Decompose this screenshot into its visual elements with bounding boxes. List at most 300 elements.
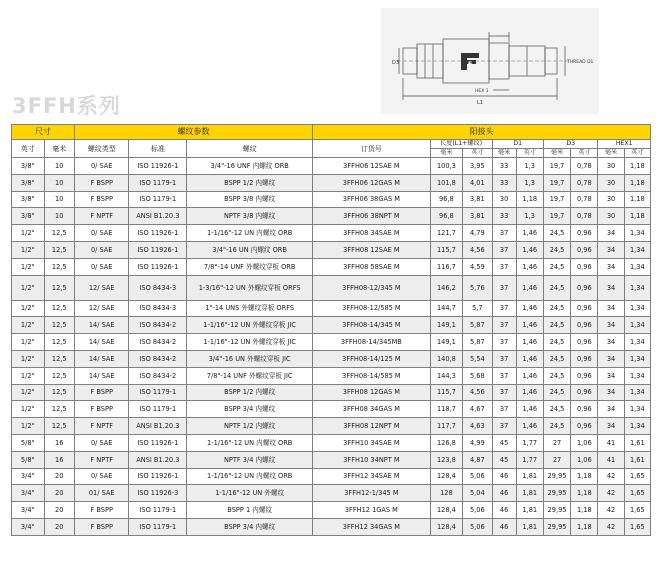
d1-inch-cell: 1,81 (516, 518, 543, 535)
length-inch-cell: 5,54 (463, 350, 492, 367)
hex1-inch-cell: 1,34 (624, 317, 650, 334)
size-inch-cell: 1/2" (12, 317, 45, 334)
d1-mm-cell: 46 (492, 518, 516, 535)
hex1-inch-cell: 1,65 (624, 468, 650, 485)
d1-mm-cell: 37 (492, 418, 516, 435)
hex1-inch-header: 英寸 (624, 149, 650, 158)
d3-mm-cell: 19,7 (543, 174, 570, 191)
d3-mm-cell: 24,5 (543, 225, 570, 242)
table-row (12, 275, 651, 300)
d1-inch-cell: 1,46 (516, 334, 543, 351)
hex1-inch-cell: 1,34 (624, 300, 650, 317)
size-inch-cell: 1/2" (12, 418, 45, 435)
thread-type-header: 螺纹类型 (74, 140, 129, 158)
standard-cell: ISO 11926-1 (129, 158, 187, 175)
order-no-cell: 3FFH12 34SAE M (313, 468, 431, 485)
order-no-header: 订货号 (313, 140, 431, 158)
hex1-mm-cell: 34 (598, 418, 624, 435)
length-inch-cell: 5,04 (463, 485, 492, 502)
order-no-cell: 3FFH10 34SAE M (313, 434, 431, 451)
thread-type-cell: 0/ SAE (74, 225, 129, 242)
thread-type-cell: F BSPP (74, 518, 129, 535)
hex1-inch-cell: 1,61 (624, 434, 650, 451)
order-no-cell: 3FFH06 12GAS M (313, 174, 431, 191)
size-inch-cell: 3/4" (12, 518, 45, 535)
hex1-mm-cell: 42 (598, 518, 624, 535)
hex1-inch-cell: 1,34 (624, 350, 650, 367)
size-mm-cell: 12,5 (44, 225, 74, 242)
length-mm-cell: 100,3 (430, 158, 463, 175)
length-mm-cell: 101,8 (430, 174, 463, 191)
d3-mm-cell: 19,7 (543, 158, 570, 175)
order-no-cell: 3FFH08 12GAS M (313, 384, 431, 401)
size-inch-cell: 1/2" (12, 334, 45, 351)
hex1-mm-cell: 42 (598, 485, 624, 502)
hex1-inch-cell: 1,34 (624, 258, 650, 275)
thread-type-cell: 0/ SAE (74, 258, 129, 275)
hex1-label: HEX 1 (475, 89, 489, 94)
length-inch-cell: 4,87 (463, 451, 492, 468)
length-inch-cell: 3,81 (463, 208, 492, 225)
d3-inch-cell: 0,96 (571, 241, 598, 258)
hex1-inch-cell: 1,65 (624, 502, 650, 519)
hex1-inch-cell: 1,34 (624, 225, 650, 242)
size-mm-cell: 12,5 (44, 300, 74, 317)
size-inch-cell: 1/2" (12, 275, 45, 300)
d1-inch-cell: 1,77 (516, 434, 543, 451)
size-inch-cell: 1/2" (12, 300, 45, 317)
thread-type-cell: F BSPP (74, 401, 129, 418)
length-mm-cell: 146,2 (430, 275, 463, 300)
d1-mm-cell: 37 (492, 317, 516, 334)
d3-inch-cell: 1,06 (571, 434, 598, 451)
thread-cell: 3/4"-16 UN 内螺纹 ORB (187, 241, 313, 258)
hex1-mm-cell: 34 (598, 401, 624, 418)
d1-mm-cell: 37 (492, 367, 516, 384)
standard-cell: ISO 11926-3 (129, 485, 187, 502)
d1-inch-cell: 1,46 (516, 418, 543, 435)
d3-mm-cell: 24,5 (543, 350, 570, 367)
length-mm-cell: 115,7 (430, 384, 463, 401)
size-mm-cell: 10 (44, 191, 74, 208)
d3-inch-cell: 0,78 (571, 191, 598, 208)
table-row (12, 434, 651, 451)
table-row (12, 334, 651, 351)
thread-cell: NPTF 1/2 内螺纹 (187, 418, 313, 435)
hex1-mm-cell: 41 (598, 451, 624, 468)
d3-mm-cell: 24,5 (543, 384, 570, 401)
standard-cell: ISO 8434-3 (129, 275, 187, 300)
standard-cell: ANSI B1.20.3 (129, 451, 187, 468)
standard-cell: ISO 1179-1 (129, 174, 187, 191)
length-mm-header: 毫米 (430, 149, 463, 158)
length-inch-cell: 3,81 (463, 191, 492, 208)
d1-mm-cell: 37 (492, 384, 516, 401)
d3-mm-cell: 24,5 (543, 334, 570, 351)
size-mm-cell: 12,5 (44, 367, 74, 384)
length-inch-cell: 3,95 (463, 158, 492, 175)
hex1-inch-cell: 1,34 (624, 275, 650, 300)
d3-mm-cell: 19,7 (543, 191, 570, 208)
standard-header: 标准 (129, 140, 187, 158)
table-row (12, 367, 651, 384)
thread-type-cell: F BSPP (74, 191, 129, 208)
size-mm-cell: 20 (44, 502, 74, 519)
hex1-mm-cell: 34 (598, 225, 624, 242)
header-group-row (12, 125, 651, 140)
size-mm-cell: 10 (44, 174, 74, 191)
size-mm-cell: 10 (44, 208, 74, 225)
size-mm-cell: 20 (44, 468, 74, 485)
thread-type-cell: F BSPP (74, 502, 129, 519)
hex1-mm-cell: 34 (598, 384, 624, 401)
hex1-inch-cell: 1,34 (624, 334, 650, 351)
thread-type-cell: 14/ SAE (74, 350, 129, 367)
length-mm-cell: 144,3 (430, 367, 463, 384)
hex1-mm-cell: 30 (598, 174, 624, 191)
order-no-cell: 3FFH10 34NPT M (313, 451, 431, 468)
thread-cell: 1-3/16"-12 UN 外螺纹穿板 ORFS (187, 275, 313, 300)
thread-type-cell: F BSPP (74, 174, 129, 191)
length-inch-cell: 4,56 (463, 384, 492, 401)
d3-mm-cell: 24,5 (543, 317, 570, 334)
d3-inch-cell: 0,96 (571, 350, 598, 367)
thread-type-cell: 0/ SAE (74, 434, 129, 451)
d1-inch-cell: 1,46 (516, 350, 543, 367)
d3-mm-cell: 29,95 (543, 502, 570, 519)
size-mm-cell: 12,5 (44, 258, 74, 275)
order-no-cell: 3FFH06 38GAS M (313, 191, 431, 208)
table-row (12, 317, 651, 334)
hex1-inch-cell: 1,34 (624, 241, 650, 258)
hex1-mm-cell: 34 (598, 275, 624, 300)
d3-inch-cell: 1,06 (571, 451, 598, 468)
order-no-cell: 3FFH08 58SAE M (313, 258, 431, 275)
length-inch-cell: 4,59 (463, 258, 492, 275)
order-no-cell: 3FFH08-12/585 M (313, 300, 431, 317)
d3-mm-cell: 24,5 (543, 418, 570, 435)
order-no-cell: 3FFH08-14/585 M (313, 367, 431, 384)
d1-inch-cell: 1,46 (516, 258, 543, 275)
hex1-inch-cell: 1,18 (624, 191, 650, 208)
size-mm-cell: 20 (44, 518, 74, 535)
size-mm-cell: 12,5 (44, 418, 74, 435)
standard-cell: ISO 8434-2 (129, 367, 187, 384)
hex1-mm-cell: 30 (598, 158, 624, 175)
table-row (12, 300, 651, 317)
length-inch-cell: 4,99 (463, 434, 492, 451)
hex1-mm-cell: 41 (598, 434, 624, 451)
header-row-top (12, 140, 651, 149)
thread-type-cell: F NPTF (74, 451, 129, 468)
length-inch-cell: 5,7 (463, 300, 492, 317)
thread-cell: 1"-14 UNS 外螺纹穿板 ORFS (187, 300, 313, 317)
order-no-cell: 3FFH08 12NPT M (313, 418, 431, 435)
thread-type-cell: 0/ SAE (74, 468, 129, 485)
hex1-mm-cell: 34 (598, 258, 624, 275)
table-row (12, 451, 651, 468)
hex1-mm-cell: 34 (598, 317, 624, 334)
standard-cell: ISO 11926-1 (129, 258, 187, 275)
d1-header: D1 (492, 140, 543, 149)
table-row (12, 468, 651, 485)
hex1-inch-cell: 1,34 (624, 418, 650, 435)
length-mm-cell: 144,7 (430, 300, 463, 317)
length-inch-cell: 4,79 (463, 225, 492, 242)
d3-mm-cell: 24,5 (543, 241, 570, 258)
hex1-inch-cell: 1,34 (624, 367, 650, 384)
d1-inch-cell: 1,46 (516, 384, 543, 401)
coupling-outline-svg (381, 8, 599, 114)
order-no-cell: 3FFH08-14/125 M (313, 350, 431, 367)
size-inch-cell: 3/8" (12, 174, 45, 191)
size-inch-cell: 3/4" (12, 485, 45, 502)
table-row (12, 518, 651, 535)
table-row (12, 158, 651, 175)
d1-mm-header: 毫米 (492, 149, 516, 158)
length-inch-cell: 5,68 (463, 367, 492, 384)
hex1-inch-cell: 1,34 (624, 384, 650, 401)
thread-type-cell: F NPTF (74, 418, 129, 435)
d3-inch-cell: 1,18 (571, 485, 598, 502)
size-mm-cell: 12,5 (44, 241, 74, 258)
table-row (12, 208, 651, 225)
d1-inch-cell: 1,46 (516, 275, 543, 300)
hex1-inch-cell: 1,65 (624, 485, 650, 502)
thread-cell: BSPP 3/4 内螺纹 (187, 401, 313, 418)
order-no-cell: 3FFH06 12SAE M (313, 158, 431, 175)
length-mm-cell: 117,7 (430, 418, 463, 435)
d1-mm-cell: 37 (492, 300, 516, 317)
order-no-cell: 3FFH08 12SAE M (313, 241, 431, 258)
d3-inch-cell: 1,18 (571, 502, 598, 519)
standard-cell: ISO 1179-1 (129, 502, 187, 519)
table-row (12, 384, 651, 401)
thread-type-cell: 0/ SAE (74, 158, 129, 175)
thread-cell: BSPP 3/8 内螺纹 (187, 191, 313, 208)
size-mm-cell: 20 (44, 485, 74, 502)
table-row (12, 241, 651, 258)
d1-mm-cell: 37 (492, 350, 516, 367)
length-inch-cell: 5,06 (463, 502, 492, 519)
length-mm-cell: 126,8 (430, 434, 463, 451)
table-row (12, 350, 651, 367)
standard-cell: ISO 8434-2 (129, 334, 187, 351)
length-mm-cell: 116,7 (430, 258, 463, 275)
length-inch-cell: 5,06 (463, 518, 492, 535)
length-mm-cell: 128 (430, 485, 463, 502)
d3-inch-cell: 0,78 (571, 158, 598, 175)
d1-mm-cell: 30 (492, 191, 516, 208)
thread-d1-label: THREAD D1 (567, 60, 594, 65)
d1-mm-cell: 46 (492, 502, 516, 519)
d3-mm-cell: 24,5 (543, 367, 570, 384)
thread-cell: BSPP 3/4 内螺纹 (187, 518, 313, 535)
thread-cell: NPTF 3/8 内螺纹 (187, 208, 313, 225)
length-mm-cell: 149,1 (430, 334, 463, 351)
d1-mm-cell: 46 (492, 485, 516, 502)
d3-inch-cell: 0,96 (571, 401, 598, 418)
d1-mm-cell: 37 (492, 258, 516, 275)
order-no-cell: 3FFH12 1GAS M (313, 502, 431, 519)
table-row (12, 502, 651, 519)
standard-cell: ISO 1179-1 (129, 191, 187, 208)
d1-mm-cell: 45 (492, 451, 516, 468)
length-mm-cell: 149,1 (430, 317, 463, 334)
thread-type-cell: 12/ SAE (74, 275, 129, 300)
standard-cell: ISO 8434-3 (129, 300, 187, 317)
standard-cell: ISO 11926-1 (129, 468, 187, 485)
d1-mm-cell: 33 (492, 158, 516, 175)
hex1-inch-cell: 1,18 (624, 208, 650, 225)
size-mm-cell: 12,5 (44, 384, 74, 401)
d1-inch-cell: 1,3 (516, 174, 543, 191)
size-inch-cell: 1/2" (12, 401, 45, 418)
d1-mm-cell: 37 (492, 334, 516, 351)
length-mm-cell: 128,4 (430, 468, 463, 485)
hex1-mm-cell: 34 (598, 350, 624, 367)
thread-cell: 1-1/16"-12 UN 外螺纹穿板 JIC (187, 317, 313, 334)
standard-cell: ISO 11926-1 (129, 241, 187, 258)
hex1-mm-cell: 30 (598, 191, 624, 208)
standard-cell: ISO 11926-1 (129, 225, 187, 242)
thread-cell: 3/4"-16 UN 外螺纹穿板 JIC (187, 350, 313, 367)
standard-cell: ANSI B1.20.3 (129, 208, 187, 225)
hex1-mm-cell: 30 (598, 208, 624, 225)
d1-inch-cell: 1,46 (516, 225, 543, 242)
thread-cell: 1-1/16"-12 UN 外螺纹穿板 JIC (187, 334, 313, 351)
d1-inch-cell: 1,46 (516, 317, 543, 334)
length-inch-cell: 4,63 (463, 418, 492, 435)
size-inch-cell: 1/2" (12, 258, 45, 275)
d3-mm-cell: 24,5 (543, 300, 570, 317)
d1-inch-cell: 1,81 (516, 485, 543, 502)
d3-inch-cell: 0,78 (571, 174, 598, 191)
d3-mm-cell: 24,5 (543, 275, 570, 300)
thread-type-cell: 14/ SAE (74, 367, 129, 384)
length-inch-cell: 4,56 (463, 241, 492, 258)
size-inch-cell: 1/2" (12, 367, 45, 384)
d1-inch-cell: 1,3 (516, 158, 543, 175)
length-inch-cell: 5,06 (463, 468, 492, 485)
size-mm-cell: 12,5 (44, 334, 74, 351)
spec-table (11, 124, 651, 536)
thread-type-cell: 14/ SAE (74, 317, 129, 334)
size-mm-cell: 12,5 (44, 275, 74, 300)
d1-inch-header: 英寸 (516, 149, 543, 158)
standard-cell: ISO 1179-1 (129, 384, 187, 401)
hex1-inch-cell: 1,18 (624, 174, 650, 191)
hex1-mm-cell: 42 (598, 502, 624, 519)
size-inch-cell: 1/2" (12, 225, 45, 242)
size-mm-cell: 12,5 (44, 317, 74, 334)
thread-cell: NPTF 3/4 内螺纹 (187, 451, 313, 468)
length-mm-cell: 115,7 (430, 241, 463, 258)
hex1-header: HEX1 (598, 140, 651, 149)
d3-label: D3 (392, 60, 400, 66)
length-inch-header: 英寸 (463, 149, 492, 158)
length-mm-cell: 96,8 (430, 191, 463, 208)
order-no-cell: 3FFH12-1/345 M (313, 485, 431, 502)
d1-mm-cell: 33 (492, 174, 516, 191)
table-row (12, 418, 651, 435)
length-mm-cell: 140,8 (430, 350, 463, 367)
thread-cell: 7/8"-14 UNF 外螺纹穿板 JIC (187, 367, 313, 384)
d1-mm-cell: 33 (492, 208, 516, 225)
size-mm-cell: 16 (44, 451, 74, 468)
d3-inch-cell: 0,96 (571, 258, 598, 275)
thread-cell: 1-1/16"-12 UN 内螺纹 ORB (187, 434, 313, 451)
hex1-inch-cell: 1,34 (624, 401, 650, 418)
thread-cell: 7/8"-14 UNF 外螺纹穿板 ORB (187, 258, 313, 275)
order-no-cell: 3FFH08-14/345MB (313, 334, 431, 351)
standard-cell: ANSI B1.20.3 (129, 418, 187, 435)
order-no-cell: 3FFH08-14/345 M (313, 317, 431, 334)
length-inch-cell: 5,76 (463, 275, 492, 300)
hex1-mm-cell: 34 (598, 300, 624, 317)
mm-header: 毫米 (44, 140, 74, 158)
table-row (12, 174, 651, 191)
order-no-cell: 3FFH12 34GAS M (313, 518, 431, 535)
d1-inch-cell: 1,81 (516, 468, 543, 485)
length-inch-cell: 5,87 (463, 334, 492, 351)
length-header: 长度(L1+螺纹) (430, 140, 492, 149)
standard-cell: ISO 8434-2 (129, 317, 187, 334)
d3-mm-cell: 29,95 (543, 485, 570, 502)
d1-inch-cell: 1,46 (516, 401, 543, 418)
table-row (12, 401, 651, 418)
hex1-mm-cell: 34 (598, 334, 624, 351)
d3-inch-cell: 1,18 (571, 468, 598, 485)
size-inch-cell: 1/2" (12, 241, 45, 258)
d1-inch-cell: 1,46 (516, 367, 543, 384)
thread-type-cell: 14/ SAE (74, 334, 129, 351)
d1-inch-cell: 1,46 (516, 300, 543, 317)
order-no-cell: 3FFH08-12/345 M (313, 275, 431, 300)
standard-cell: ISO 11926-1 (129, 434, 187, 451)
d3-mm-cell: 24,5 (543, 258, 570, 275)
hex1-inch-cell: 1,61 (624, 451, 650, 468)
d3-inch-cell: 0,96 (571, 367, 598, 384)
d3-mm-cell: 19,7 (543, 208, 570, 225)
size-inch-cell: 3/4" (12, 502, 45, 519)
d1-inch-cell: 1,3 (516, 208, 543, 225)
d1-mm-cell: 37 (492, 241, 516, 258)
thread-cell: BSPP 1/2 内螺纹 (187, 384, 313, 401)
size-group-header: 尺寸 (12, 125, 75, 140)
d3-inch-cell: 0,96 (571, 275, 598, 300)
d3-mm-cell: 29,95 (543, 518, 570, 535)
hex1-mm-cell: 34 (598, 241, 624, 258)
d3-inch-cell: 0,96 (571, 225, 598, 242)
male-group-header: 阳接头 (313, 125, 651, 140)
d3-mm-cell: 27 (543, 434, 570, 451)
size-inch-cell: 3/4" (12, 468, 45, 485)
d3-inch-cell: 1,18 (571, 518, 598, 535)
thread-group-header: 螺纹参数 (74, 125, 312, 140)
order-no-cell: 3FFH08 34GAS M (313, 401, 431, 418)
hex1-mm-cell: 34 (598, 367, 624, 384)
coupling-drawing (381, 8, 599, 114)
standard-cell: ISO 1179-1 (129, 518, 187, 535)
table-row (12, 225, 651, 242)
size-inch-cell: 5/8" (12, 451, 45, 468)
hex1-inch-cell: 1,65 (624, 518, 650, 535)
f-mark-label: F (468, 61, 473, 68)
hex1-inch-cell: 1,18 (624, 158, 650, 175)
d1-mm-cell: 37 (492, 401, 516, 418)
size-inch-cell: 3/8" (12, 208, 45, 225)
